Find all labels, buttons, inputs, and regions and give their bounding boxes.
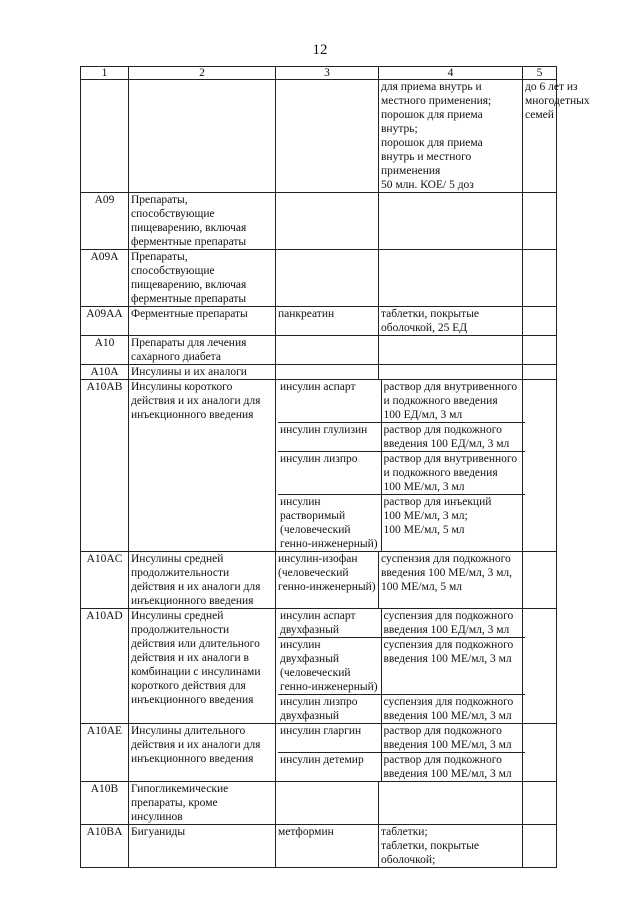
group-name-line: комбинации с инсулинами: [131, 666, 261, 678]
dosage-form-line: и подкожного введения: [383, 467, 498, 479]
group-name-line: действия и их аналоги в: [131, 652, 249, 664]
drug-entry-row: [278, 695, 525, 724]
substance-line: панкреатин: [278, 308, 335, 320]
table-row: [81, 336, 557, 365]
drug-entry-row: [278, 452, 525, 495]
substance-cell: [278, 638, 381, 695]
drug-entries-table: [278, 380, 525, 551]
table-body: [81, 80, 590, 868]
atc-code-cell: A10B: [81, 782, 129, 825]
dosage-form-line: раствор для внутривенного: [383, 381, 518, 393]
substance-line: растворимый: [280, 510, 346, 522]
dosage-form-cell: [381, 609, 525, 638]
note-cell: [523, 609, 557, 724]
dosage-form-line: суспензия для подкожного: [381, 553, 511, 565]
dosage-form-cell: [379, 825, 523, 868]
table-row: [81, 609, 557, 724]
group-name-line: пищеварению, включая: [131, 222, 247, 234]
substance-line: метформин: [278, 826, 334, 838]
atc-code-cell: A10BA: [81, 825, 129, 868]
group-name-line: Инсулины средней: [131, 610, 224, 622]
drug-entry-row: [278, 753, 525, 782]
dosage-form-cell: [381, 495, 525, 552]
note-cell: [523, 825, 557, 868]
group-name-line: Препараты для лечения: [131, 337, 247, 349]
atc-code-cell: [81, 80, 129, 193]
dosage-form-line: применения: [381, 165, 441, 177]
atc-code-cell: A10: [81, 336, 129, 365]
table-row: [81, 365, 557, 380]
dosage-form-cell: [381, 452, 525, 495]
group-name-line: ферментные препараты: [131, 236, 247, 248]
dosage-form-line: введения 100 МЕ/мл, 3 мл,: [381, 567, 513, 579]
group-name-line: Инсулины средней: [131, 553, 224, 565]
dosage-form-line: 100 ЕД/мл, 3 мл: [383, 409, 463, 421]
dosage-form-cell: [381, 724, 525, 753]
dosage-form-line: суспензия для подкожного: [383, 696, 514, 708]
drug-entries-table: [278, 724, 525, 781]
group-name-line: ферментные препараты: [131, 293, 247, 305]
dosage-form-cell: [381, 380, 525, 423]
dosage-form-line: 100 МЕ/мл, 3 мл: [383, 481, 465, 493]
dosage-form-cell: [381, 753, 525, 782]
substance-cell: [276, 336, 379, 365]
dosage-form-line: 50 млн. КОЕ/ 5 доз: [381, 179, 474, 191]
dosage-form-line: раствор для подкожного: [383, 754, 502, 766]
dosage-form-line: и подкожного введения: [383, 395, 498, 407]
group-name-line: инсулинов: [131, 811, 183, 823]
dosage-form-cell: [381, 423, 525, 452]
group-name-cell: [129, 825, 276, 868]
dosage-form-cell: [379, 80, 523, 193]
dosage-form-cell: [381, 638, 525, 695]
atc-code-cell: A10AC: [81, 552, 129, 609]
dosage-form-line: порошок для приема: [381, 109, 483, 121]
substance-line: инсулин аспарт: [280, 381, 356, 393]
substance-cell: [276, 250, 379, 307]
group-name-line: действия и их аналоги для: [131, 739, 261, 751]
group-name-line: пищеварению, включая: [131, 279, 247, 291]
atc-code-cell: A10A: [81, 365, 129, 380]
atc-code-cell: A10AE: [81, 724, 129, 782]
table-row: [81, 250, 557, 307]
dosage-form-line: введения 100 МЕ/мл, 3 мл: [383, 653, 512, 665]
substance-cell: [278, 724, 381, 753]
group-name-line: инъекционного введения: [131, 694, 254, 706]
atc-code-cell: A09: [81, 193, 129, 250]
dosage-form-cell: [381, 695, 525, 724]
column-header: 2: [129, 67, 276, 80]
drug-entries-cell: [276, 609, 523, 724]
group-name-line: Препараты,: [131, 251, 188, 263]
dosage-form-line: местного применения;: [381, 95, 492, 107]
substance-cell: [278, 695, 381, 724]
note-cell: [523, 193, 557, 250]
drug-list-table: [80, 66, 590, 868]
dosage-form-line: порошок для приема: [381, 137, 483, 149]
note-line: до 6 лет из: [525, 81, 578, 93]
substance-cell: [276, 80, 379, 193]
group-name-cell: [129, 365, 276, 380]
substance-cell: [278, 452, 381, 495]
column-header: 5: [523, 67, 557, 80]
dosage-form-line: введения 100 МЕ/мл, 3 мл: [383, 768, 512, 780]
group-name-line: Инсулины и их аналоги: [131, 366, 247, 378]
drug-entry-row: [278, 724, 525, 753]
substance-cell: [278, 753, 381, 782]
substance-line: инсулин-изофан: [278, 553, 358, 565]
dosage-form-cell: [379, 193, 523, 250]
drug-entry-row: [278, 380, 525, 423]
dosage-form-line: внутрь;: [381, 123, 418, 135]
group-name-cell: [129, 193, 276, 250]
group-name-cell: [129, 782, 276, 825]
dosage-form-cell: [379, 365, 523, 380]
group-name-cell: [129, 724, 276, 782]
atc-code-cell: A09AA: [81, 307, 129, 336]
group-name-line: сахарного диабета: [131, 351, 221, 363]
dosage-form-line: таблетки, покрытые: [381, 308, 480, 320]
group-name-line: инъекционного введения: [131, 753, 254, 765]
column-number-row: [81, 67, 557, 80]
note-cell: [523, 250, 557, 307]
dosage-form-line: раствор для подкожного: [383, 424, 502, 436]
note-cell: [523, 307, 557, 336]
group-name-cell: [129, 552, 276, 609]
drug-entries-table: [278, 609, 525, 723]
dosage-form-line: введения 100 ЕД/мл, 3 мл: [383, 624, 510, 636]
substance-line: (человеческий: [280, 524, 351, 536]
group-name-line: Инсулины короткого: [131, 381, 233, 393]
column-header: 4: [379, 67, 523, 80]
group-name-line: Препараты,: [131, 194, 188, 206]
substance-line: инсулин детемир: [280, 754, 364, 766]
column-header: 3: [276, 67, 379, 80]
table-row: [81, 552, 557, 609]
substance-cell: [276, 307, 379, 336]
note-line: многодетных: [525, 95, 590, 107]
substance-line: инсулин: [280, 639, 321, 651]
substance-line: инсулин лизпро: [280, 696, 358, 708]
substance-line: генно-инженерный): [280, 538, 378, 550]
note-line: семей: [525, 109, 554, 121]
group-name-line: короткого действия для: [131, 680, 246, 692]
atc-code-cell: A10AD: [81, 609, 129, 724]
substance-cell: [276, 825, 379, 868]
group-name-line: продолжительности: [131, 567, 230, 579]
table-row: [81, 782, 557, 825]
dosage-form-cell: [379, 782, 523, 825]
substance-line: двухфазный: [280, 710, 340, 722]
group-name-cell: [129, 250, 276, 307]
dosage-form-line: внутрь и местного: [381, 151, 472, 163]
substance-line: инсулин аспарт: [280, 610, 356, 622]
substance-cell: [278, 380, 381, 423]
dosage-form-line: оболочкой, 25 ЕД: [381, 322, 468, 334]
dosage-form-line: 100 МЕ/мл, 5 мл: [381, 581, 462, 593]
substance-line: генно-инженерный): [278, 581, 376, 593]
table-row: [81, 307, 557, 336]
group-name-cell: [129, 336, 276, 365]
substance-line: двухфазный: [280, 653, 340, 665]
table-row: [81, 80, 557, 193]
substance-cell: [276, 782, 379, 825]
dosage-form-cell: [379, 336, 523, 365]
group-name-line: инъекционного введения: [131, 595, 254, 607]
group-name-cell: [129, 609, 276, 724]
group-name-line: Ферментные препараты: [131, 308, 248, 320]
dosage-form-line: введения 100 МЕ/мл, 3 мл: [383, 710, 512, 722]
dosage-form-line: введения 100 МЕ/мл, 3 мл: [383, 739, 512, 751]
dosage-form-line: раствор для инъекций: [383, 496, 492, 508]
drug-entry-row: [278, 609, 525, 638]
substance-line: (человеческий: [280, 667, 351, 679]
substance-line: инсулин: [280, 496, 321, 508]
dosage-form-line: суспензия для подкожного: [383, 639, 514, 651]
group-name-line: Гипогликемические: [131, 783, 229, 795]
table-row: [81, 825, 557, 868]
substance-line: (человеческий: [278, 567, 349, 579]
group-name-line: препараты, кроме: [131, 797, 218, 809]
substance-cell: [276, 552, 379, 609]
dosage-form-line: для приема внутрь и: [381, 81, 482, 93]
dosage-form-line: оболочкой;: [381, 854, 436, 866]
group-name-cell: [129, 307, 276, 336]
drug-entries-cell: [276, 380, 523, 552]
note-cell: [523, 365, 557, 380]
table-row: [81, 380, 557, 552]
dosage-form-cell: [379, 250, 523, 307]
note-cell: [523, 336, 557, 365]
group-name-line: инъекционного введения: [131, 409, 254, 421]
atc-code-cell: A10AB: [81, 380, 129, 552]
dosage-form-line: таблетки;: [381, 826, 428, 838]
group-name-cell: [129, 80, 276, 193]
note-cell: [523, 380, 557, 552]
drug-entry-row: [278, 495, 525, 552]
dosage-form-line: 100 МЕ/мл, 5 мл: [383, 524, 465, 536]
substance-line: генно-инженерный): [280, 681, 378, 693]
substance-line: двухфазный: [280, 624, 340, 636]
dosage-form-cell: [379, 552, 523, 609]
group-name-line: Бигуаниды: [131, 826, 186, 838]
group-name-line: действия и их аналоги для: [131, 581, 261, 593]
page-number: 12: [312, 42, 328, 58]
substance-cell: [278, 423, 381, 452]
dosage-form-line: суспензия для подкожного: [383, 610, 514, 622]
substance-cell: [276, 365, 379, 380]
group-name-line: продолжительности: [131, 624, 230, 636]
substance-line: инсулин глулизин: [280, 424, 368, 436]
substance-line: инсулин гларгин: [280, 725, 362, 737]
dosage-form-line: 100 МЕ/мл, 3 мл;: [383, 510, 468, 522]
substance-cell: [278, 609, 381, 638]
group-name-line: способствующие: [131, 208, 215, 220]
group-name-line: способствующие: [131, 265, 215, 277]
substance-line: инсулин лизпро: [280, 453, 358, 465]
dosage-form-line: раствор для внутривенного: [383, 453, 518, 465]
note-cell: [523, 80, 590, 193]
group-name-line: действия или длительного: [131, 638, 260, 650]
dosage-form-line: введения 100 ЕД/мл, 3 мл: [383, 438, 510, 450]
substance-cell: [276, 193, 379, 250]
note-cell: [523, 782, 557, 825]
note-cell: [523, 552, 557, 609]
group-name-cell: [129, 380, 276, 552]
dosage-form-cell: [379, 307, 523, 336]
substance-cell: [278, 495, 381, 552]
column-header: 1: [81, 67, 129, 80]
drug-entry-row: [278, 638, 525, 695]
dosage-form-line: раствор для подкожного: [383, 725, 502, 737]
group-name-line: Инсулины длительного: [131, 725, 246, 737]
dosage-form-line: таблетки, покрытые: [381, 840, 480, 852]
note-cell: [523, 724, 557, 782]
group-name-line: действия и их аналоги для: [131, 395, 261, 407]
drug-entries-cell: [276, 724, 523, 782]
drug-entry-row: [278, 423, 525, 452]
atc-code-cell: A09A: [81, 250, 129, 307]
table-row: [81, 724, 557, 782]
table-row: [81, 193, 557, 250]
